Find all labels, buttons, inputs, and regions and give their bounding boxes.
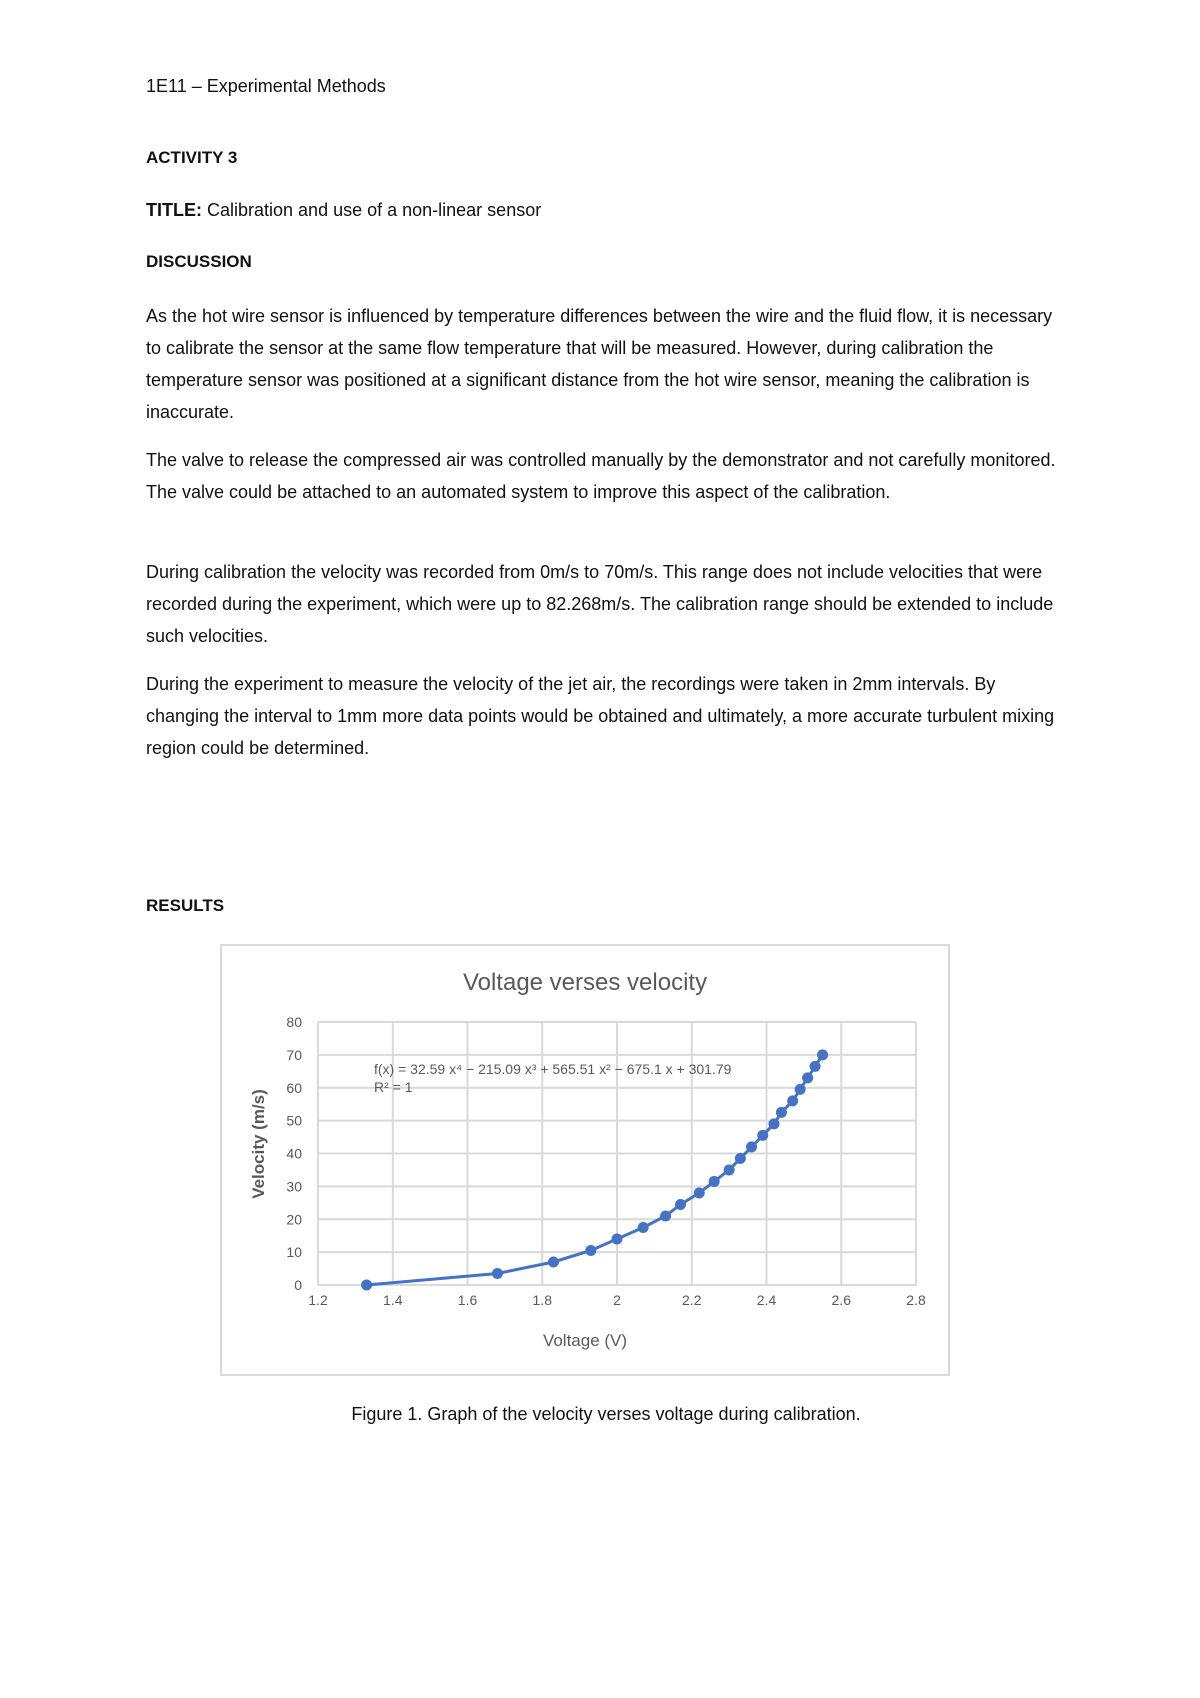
x-tick-label: 1.4	[383, 1292, 403, 1308]
x-tick-label: 2.6	[831, 1292, 851, 1308]
chart-frame	[220, 944, 950, 1376]
chart-title: Voltage verses velocity	[462, 969, 708, 996]
data-point	[746, 1141, 757, 1152]
x-axis-label: Voltage (V)	[542, 1331, 628, 1350]
title-label: TITLE:	[146, 200, 202, 220]
figure-caption: Figure 1. Graph of the velocity verses voltage during calibration.	[351, 1404, 861, 1424]
y-tick-label: 80	[286, 1014, 302, 1030]
data-point	[768, 1118, 779, 1129]
trendline-equation: f(x) = 32.59 x⁴ − 215.09 x³ + 565.51 x² − 675.1 x + 301.79	[374, 1061, 732, 1077]
title-text: Calibration and use of a non-linear sensor	[202, 200, 542, 220]
y-tick-label: 40	[286, 1145, 302, 1162]
y-tick-label: 30	[286, 1178, 302, 1195]
r-squared-label: R² = 1	[374, 1079, 413, 1095]
x-tick-label: 1.6	[457, 1292, 478, 1308]
data-point	[660, 1210, 671, 1221]
discussion-heading: DISCUSSION	[146, 252, 252, 271]
x-tick-label: 1.2	[308, 1292, 328, 1308]
y-tick-label: 60	[286, 1079, 302, 1096]
x-tick-label: 2	[613, 1292, 621, 1308]
y-tick-label: 70	[286, 1046, 302, 1063]
data-point	[675, 1199, 686, 1210]
discussion-paragraph-3: During calibration the velocity was recorded from 0m/s to 70m/s. This range does not include velocities that were recorded during the experiment, which were up to 82.268m/s. The calibration range should be extended to include such velocities.	[146, 562, 1054, 646]
discussion-paragraph-2: The valve to release the compressed air was controlled manually by the demonstrator and not carefully monitored. The valve could be attached to an automated system to improve this aspect of the calibration.	[146, 450, 1056, 502]
x-tick-label: 2.8	[906, 1292, 926, 1308]
data-point	[795, 1084, 806, 1095]
y-axis-label: Velocity (m/s)	[249, 1089, 268, 1199]
data-point	[492, 1268, 503, 1279]
data-point	[787, 1095, 798, 1106]
results-heading: RESULTS	[146, 896, 225, 915]
document-header: 1E11 – Experimental Methods	[146, 76, 386, 96]
title-line	[146, 200, 541, 221]
discussion-paragraph-1: As the hot wire sensor is influenced by temperature differences between the wire and the fluid flow, it is necessary to calibrate the sensor at the same flow temperature that will be measured. However, during calibration the temperature sensor was positioned at a significant distance from the hot wire sensor, meaning the calibration is inaccurate.	[146, 306, 1053, 422]
data-point	[612, 1233, 623, 1244]
data-point	[776, 1107, 787, 1118]
data-point	[548, 1256, 559, 1267]
x-tick-label: 2.2	[682, 1292, 702, 1308]
data-point	[724, 1164, 735, 1175]
y-tick-label: 10	[286, 1244, 302, 1261]
data-point	[638, 1222, 649, 1233]
data-point	[735, 1153, 746, 1164]
x-tick-label: 1.8	[532, 1292, 552, 1308]
data-point	[802, 1072, 813, 1083]
data-point	[810, 1061, 821, 1072]
data-point	[361, 1280, 372, 1291]
data-point	[709, 1176, 720, 1187]
x-tick-label: 2.4	[756, 1292, 777, 1308]
activity-heading: ACTIVITY 3	[146, 148, 238, 167]
data-point	[694, 1187, 705, 1198]
discussion-paragraph-4: During the experiment to measure the velocity of the jet air, the recordings were taken in 2mm intervals. By changing the interval to 1mm more data points would be obtained and ultimately, a more accurate turbulent mixing region could be determined.	[146, 674, 1055, 758]
y-tick-label: 20	[286, 1211, 302, 1228]
velocity-voltage-chart	[222, 946, 948, 1374]
data-point	[585, 1245, 596, 1256]
y-tick-label: 0	[294, 1277, 302, 1293]
y-tick-label: 50	[286, 1112, 302, 1129]
data-point	[757, 1130, 768, 1141]
data-point	[817, 1049, 828, 1060]
